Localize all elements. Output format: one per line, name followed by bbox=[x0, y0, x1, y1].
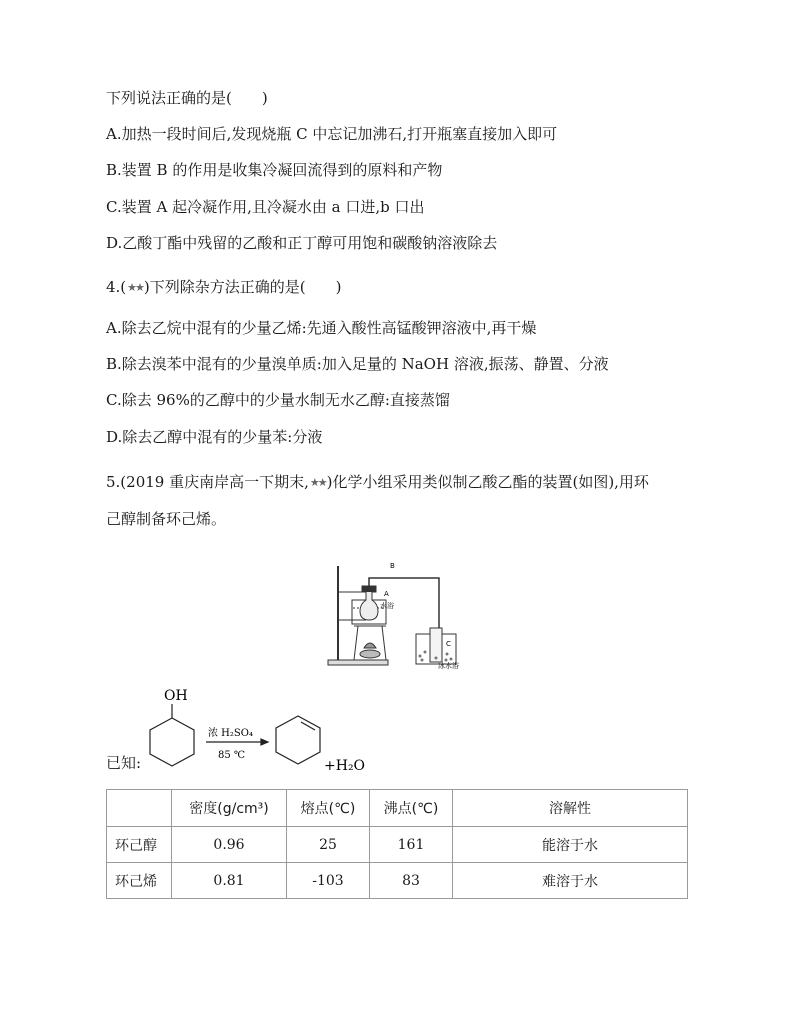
water-product: +H₂O bbox=[324, 758, 366, 774]
q5-stem: )化学小组采用类似制乙酸乙酯的装置(如图),用环 bbox=[326, 473, 649, 491]
table-header: 熔点(℃) bbox=[287, 790, 370, 827]
double-bond bbox=[301, 722, 315, 730]
label-c: C bbox=[446, 640, 451, 648]
q3-option-a: A.加热一段时间后,发现烧瓶 C 中忘记加沸石,打开瓶塞直接加入即可 bbox=[106, 125, 558, 143]
stopper bbox=[362, 586, 376, 592]
apparatus-figure bbox=[326, 562, 459, 670]
q5-source: 5.(2019 重庆南岸高一下期末, bbox=[106, 473, 309, 491]
table-cell: 25 bbox=[287, 827, 370, 863]
q4-number: 4.( bbox=[106, 278, 127, 296]
q4-stem-line bbox=[106, 277, 341, 298]
table-cell: 能溶于水 bbox=[453, 827, 688, 863]
table-cell: 83 bbox=[370, 863, 453, 899]
difficulty-star-icon: ★★ bbox=[127, 281, 143, 294]
table-header: 溶解性 bbox=[453, 790, 688, 827]
flask-a bbox=[360, 592, 378, 620]
table-header: 密度(g/cm³) bbox=[172, 790, 287, 827]
table-cell: -103 bbox=[287, 863, 370, 899]
q4-option-a: A.除去乙烷中混有的少量乙烯:先通入酸性高锰酸钾溶液中,再干燥 bbox=[106, 319, 537, 337]
stand-base bbox=[328, 660, 388, 665]
table-header: 沸点(℃) bbox=[370, 790, 453, 827]
q3-option-c: C.装置 A 起冷凝作用,且冷凝水由 a 口进,b 口出 bbox=[106, 198, 425, 216]
known-label: 已知: bbox=[106, 754, 142, 772]
label-a: A bbox=[384, 590, 389, 598]
table-row bbox=[107, 863, 688, 899]
table-header-row bbox=[107, 790, 688, 827]
q5-stem-line1 bbox=[106, 472, 649, 493]
cyclohexene-ring bbox=[276, 716, 320, 764]
q4-option-c: C.除去 96%的乙醇中的少量水制无水乙醇:直接蒸馏 bbox=[106, 391, 450, 409]
table-cell: 0.96 bbox=[172, 827, 287, 863]
table-cell: 161 bbox=[370, 827, 453, 863]
q4-option-b: B.除去溴苯中混有的少量溴单质:加入足量的 NaOH 溶液,振荡、静置、分液 bbox=[106, 355, 609, 373]
q5-stem-line2: 己醇制备环己烯。 bbox=[106, 510, 227, 528]
table-cell: 0.81 bbox=[172, 863, 287, 899]
condition-temp: 85 ℃ bbox=[218, 750, 246, 761]
cyclohexanol-ring bbox=[150, 718, 194, 766]
reaction-scheme bbox=[148, 686, 378, 778]
q3-option-b: B.装置 B 的作用是收集冷凝回流得到的原料和产物 bbox=[106, 161, 443, 179]
table-header bbox=[107, 790, 172, 827]
q3-stem: 下列说法正确的是( ) bbox=[106, 89, 268, 107]
label-water-bath: 水浴 bbox=[380, 602, 394, 610]
burner bbox=[364, 643, 376, 648]
label-b: B bbox=[390, 562, 395, 570]
q3-option-d: D.乙酸丁酯中残留的乙酸和正丁醇可用饱和碳酸钠溶液除去 bbox=[106, 234, 498, 252]
q4-option-d: D.除去乙醇中混有的少量苯:分液 bbox=[106, 428, 323, 446]
table-row bbox=[107, 827, 688, 863]
condition-acid: 浓 H₂SO₄ bbox=[208, 728, 253, 739]
table-cell: 难溶于水 bbox=[453, 863, 688, 899]
label-ice-bath: 冰水浴 bbox=[438, 662, 459, 670]
oh-label: OH bbox=[164, 688, 188, 704]
table-cell: 环己醇 bbox=[107, 827, 172, 863]
difficulty-star-icon: ★★ bbox=[309, 476, 326, 489]
q4-stem: )下列除杂方法正确的是( ) bbox=[143, 278, 342, 296]
property-table bbox=[106, 789, 688, 899]
table-cell: 环己烯 bbox=[107, 863, 172, 899]
